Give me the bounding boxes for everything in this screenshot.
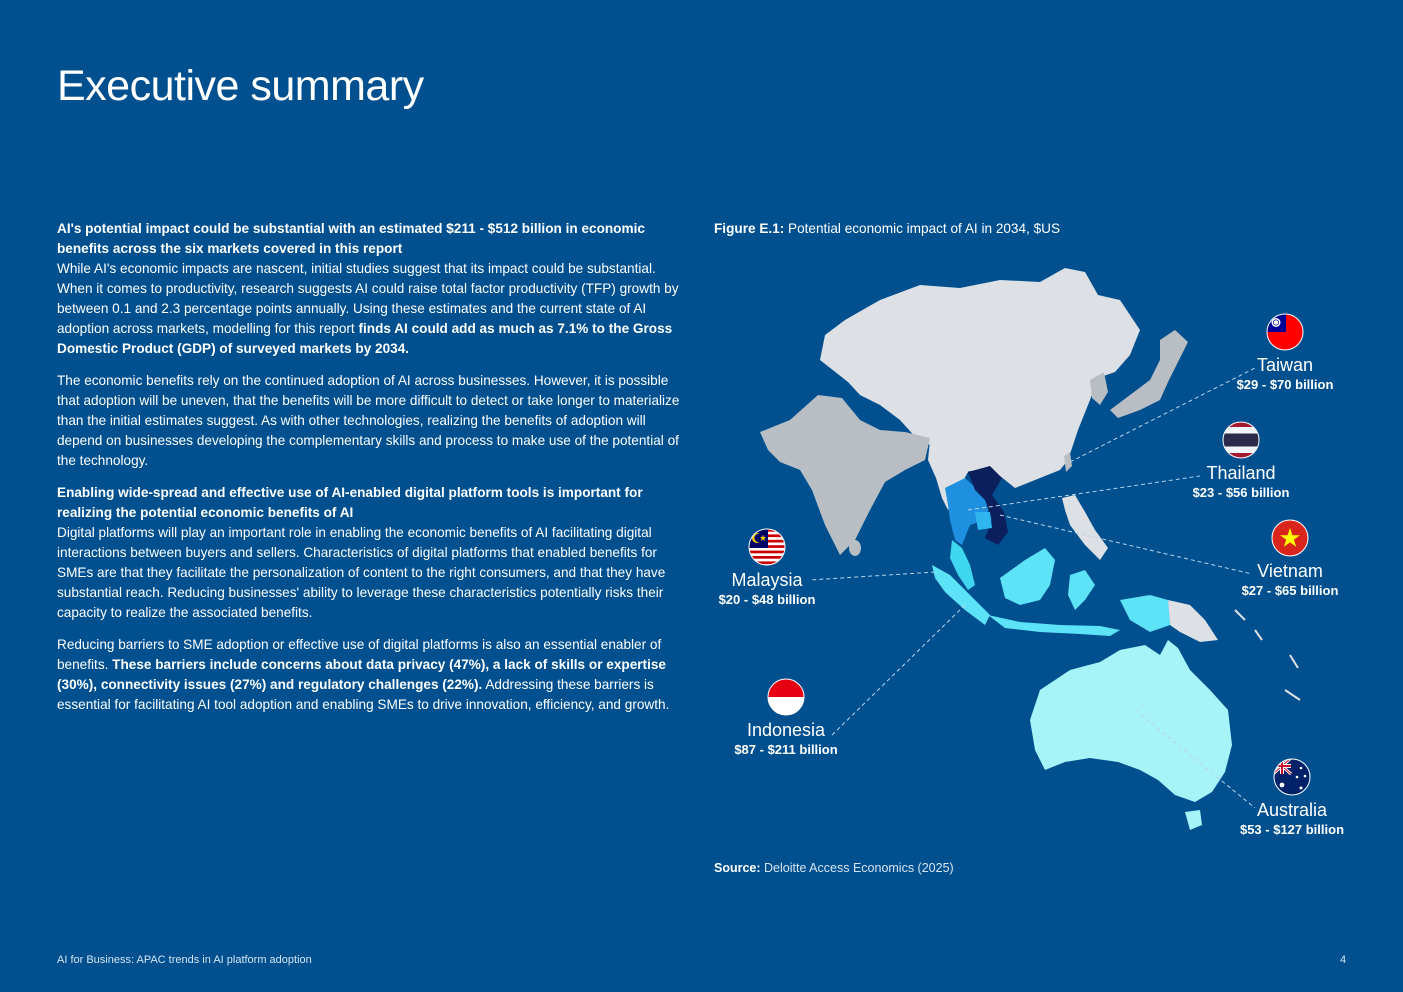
market-vietnam (1235, 519, 1345, 600)
market-malaysia (712, 528, 822, 609)
taiwan-flag-icon (1266, 313, 1304, 351)
figure-caption-label: Figure E.1: (714, 221, 785, 236)
market-name: Indonesia (746, 720, 826, 740)
sulawesi-region (1068, 570, 1095, 610)
market-range: $27 - $65 billion (1241, 583, 1339, 598)
adoption-text: The economic benefits rely on the continued adoption of AI across businesses. However, it is possible that adoption will be uneven, that the benefits will be more difficult to detect or take longer to materialize than the initial estimates suggest. As with other technologies, realizing the benefits of adoption will depend on businesses developing the complementary skills and process to make use of the potential of the technology. (57, 373, 680, 468)
indonesia-flag-icon (767, 678, 805, 716)
barriers-text-b: Addressing these barriers is essential for facilitating AI tool adoption and enabling SMEs to drive innovation, efficiency, and growth. (57, 677, 670, 712)
malaysia-flag-icon (748, 528, 786, 566)
market-thailand (1186, 421, 1296, 502)
market-range: $20 - $48 billion (718, 592, 816, 607)
market-name: Thailand (1206, 463, 1276, 483)
pacific-islands (1235, 610, 1300, 700)
footer-title: AI for Business: APAC trends in AI platform adoption (57, 954, 312, 966)
platforms-heading: Enabling wide-spread and effective use of AI-enabled digital platform tools is important for realizing the potential economic benefits of AI (57, 485, 643, 520)
page-title: Executive summary (57, 62, 424, 110)
australia-flag-icon (1273, 758, 1311, 796)
market-name: Vietnam (1257, 561, 1323, 581)
market-indonesia (731, 678, 841, 759)
paragraph-impact (57, 219, 689, 359)
barriers-text-a: Reducing barriers to SME adoption or effective use of digital platforms is also an essential enabler of benefits. (57, 637, 662, 672)
market-name: Australia (1256, 800, 1328, 820)
market-range: $53 - $127 billion (1239, 822, 1345, 837)
market-taiwan (1230, 313, 1340, 394)
platforms-text: Digital platforms will play an important role in enabling the economic benefits of AI facilitating digital interactions between buyers and sellers. Characteristics of digital platforms that enabled benefits for SMEs are that they facilitate the personalization of content to the right consumers, and that they have substantial reach. Reducing businesses' ability to leverage these characteristics potentially risks their capacity to realize the associated benefits. (57, 525, 666, 620)
market-range: $23 - $56 billion (1192, 485, 1290, 500)
source-text: Deloitte Access Economics (2025) (760, 861, 954, 875)
market-name: Malaysia (731, 570, 803, 590)
page-number: 4 (1340, 954, 1347, 966)
australia-region (1030, 640, 1232, 802)
figure-caption-text: Potential economic impact of AI in 2034, $US (784, 221, 1061, 236)
market-range: $29 - $70 billion (1236, 377, 1334, 392)
paragraph-barriers (57, 635, 689, 715)
figure-source (714, 861, 954, 875)
impact-text: While AI's economic impacts are nascent, initial studies suggest that its impact could be substantial. When it comes to productivity, research suggests AI could raise total factor productivity (TFP) growth by between 0.1 and 2.3 percentage points annually. Using these estimates and the current state of AI adoption across markets, modelling for this report (57, 261, 679, 336)
summary-text (57, 219, 689, 727)
source-label: Source: (714, 861, 761, 875)
borneo-region (1000, 548, 1055, 605)
philippines-region (1062, 495, 1108, 560)
impact-highlight: finds AI could add as much as 7.1% to the Gross Domestic Product (GDP) of surveyed markets by 2034. (57, 321, 673, 356)
west-papua-region (1120, 595, 1170, 632)
market-name: Taiwan (1256, 355, 1314, 375)
market-range: $87 - $211 billion (734, 742, 838, 757)
thailand-leader-line (968, 476, 1200, 510)
market-australia (1237, 758, 1347, 839)
vietnam-flag-icon (1271, 519, 1309, 557)
tasmania-region (1185, 810, 1202, 830)
paragraph-platforms (57, 483, 689, 623)
barriers-highlight: These barriers include concerns about data privacy (47%), a lack of skills or expertise (30%), connectivity issues (27%) and regulatory challenges (22%). (57, 657, 666, 692)
malaysia-leader-line (810, 572, 935, 580)
png-region (1168, 600, 1218, 642)
java-region (988, 615, 1120, 636)
paragraph-adoption (57, 371, 689, 471)
cambodia-region (975, 512, 992, 530)
sri-lanka-region (849, 540, 861, 556)
impact-heading: AI's potential impact could be substantial with an estimated $211 - $512 billion in economic benefits across the six markets covered in this report (57, 221, 645, 256)
indonesia-leader-line (832, 605, 965, 735)
thailand-flag-icon (1222, 421, 1260, 459)
figure-caption (714, 221, 1060, 236)
